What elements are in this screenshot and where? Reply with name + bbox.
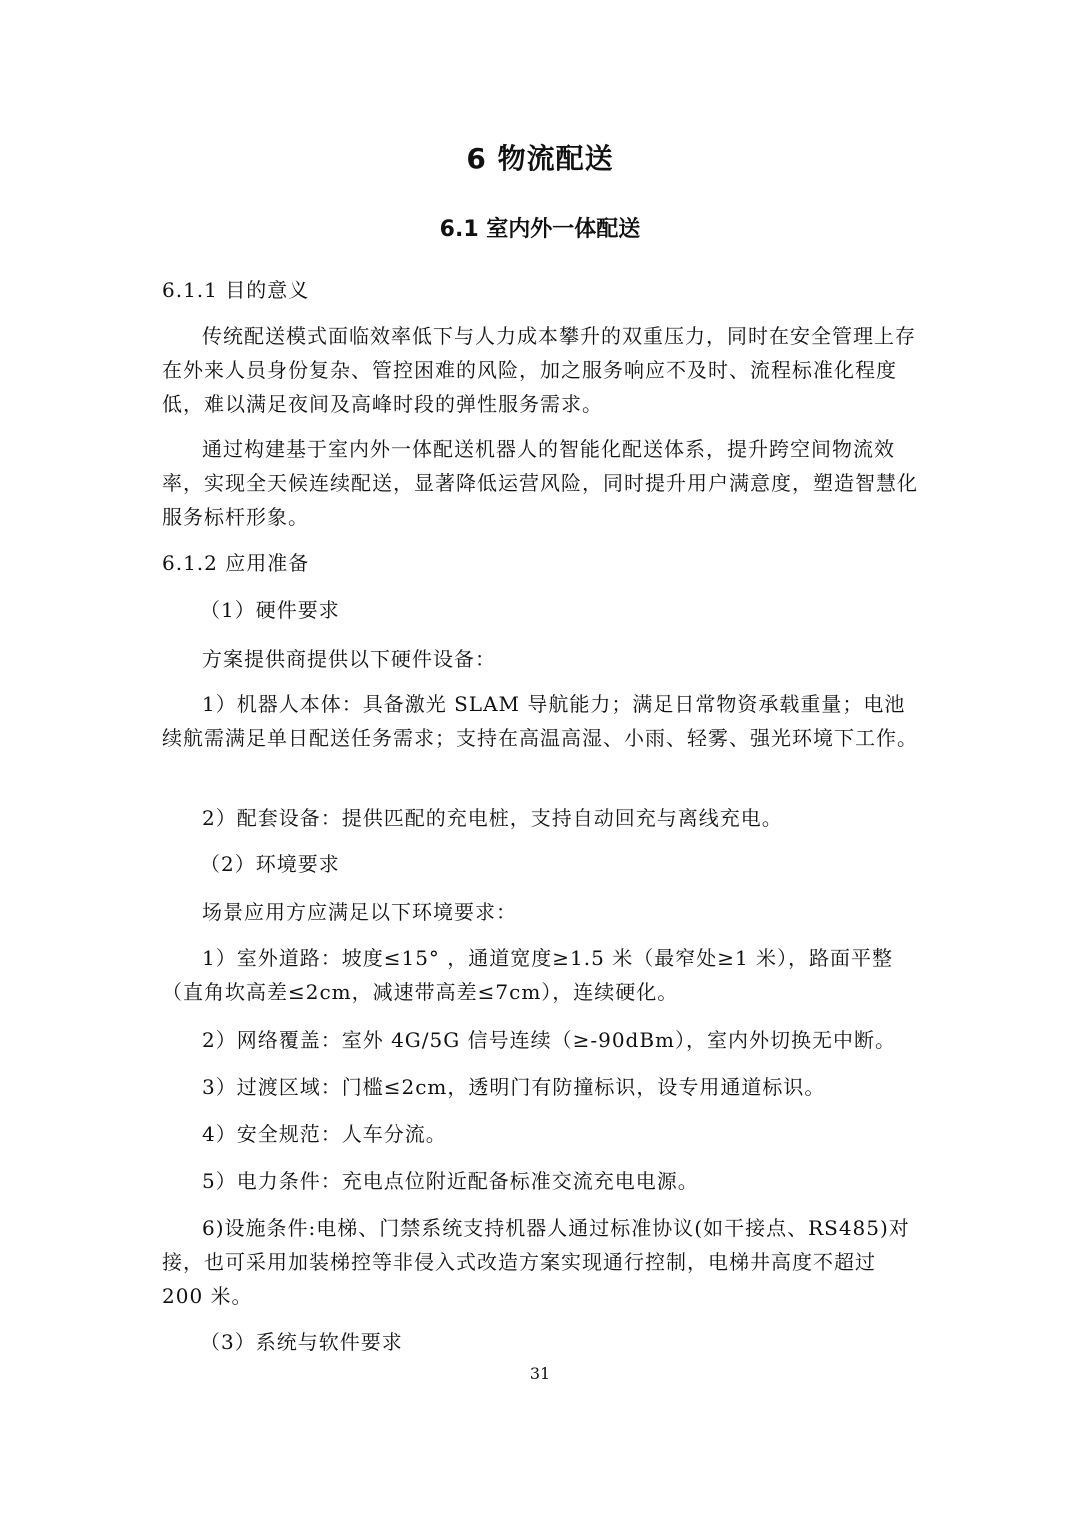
environment-intro: 场景应用方应满足以下环境要求： — [202, 900, 517, 924]
paragraph-purpose-1: 传统配送模式面临效率低下与人力成本攀升的双重压力，同时在安全管理上存在外来人员身份复杂、管控困难的风险，加之服务响应不及时、流程标准化程度低，难以满足夜间及高峰时段的弹性服务需求。 — [162, 324, 916, 416]
hardware-intro: 方案提供商提供以下硬件设备： — [202, 647, 496, 671]
hardware-requirements-title: （1）硬件要求 — [200, 598, 340, 622]
section-title: 6.1 室内外一体配送 — [439, 217, 641, 242]
environment-item-network: 2）网络覆盖：室外 4G/5G 信号连续（≥-90dBm），室内外切换无中断。 — [202, 1028, 897, 1052]
environment-item-safety: 4）安全规范：人车分流。 — [202, 1122, 447, 1146]
hardware-item-supporting-equipment: 2）配套设备：提供匹配的充电桩，支持自动回充与离线充电。 — [202, 806, 783, 830]
chapter-title: 6 物流配送 — [466, 142, 614, 175]
paragraph-purpose-2: 通过构建基于室内外一体配送机器人的智能化配送体系，提升跨空间物流效率，实现全天候连续配送，显著降低运营风险，同时提升用户满意度，塑造智慧化服务标杆形象。 — [162, 437, 918, 529]
subsection-heading-6-1-2: 6.1.2 应用准备 — [162, 551, 310, 575]
subsection-heading-6-1-1: 6.1.1 目的意义 — [162, 278, 310, 302]
environment-item-outdoor-road: 1）室外道路：坡度≤15° ，通道宽度≥1.5 米（最窄处≥1 米），路面平整（直角坎高差≤2cm，减速带高差≤7cm），连续硬化。 — [162, 946, 894, 1004]
environment-item-facilities: 6)设施条件:电梯、门禁系统支持机器人通过标准协议(如干接点、RS485)对接，也可采用加装梯控等非侵入式改造方案实现通行控制，电梯井高度不超过 200 米。 — [162, 1216, 910, 1308]
environment-item-power: 5）电力条件：充电点位附近配备标准交流充电电源。 — [202, 1169, 699, 1193]
environment-item-transition-area: 3）过渡区域：门槛≤2cm，透明门有防撞标识，设专用通道标识。 — [202, 1075, 826, 1099]
system-software-requirements-title: （3）系统与软件要求 — [200, 1330, 403, 1354]
environment-requirements-title: （2）环境要求 — [200, 852, 340, 876]
page-number: 31 — [529, 1364, 551, 1383]
hardware-item-robot-body: 1）机器人本体：具备激光 SLAM 导航能力；满足日常物资承载重量；电池续航需满足单日配送任务需求；支持在高温高湿、小雨、轻雾、强光环境下工作。 — [162, 692, 918, 750]
